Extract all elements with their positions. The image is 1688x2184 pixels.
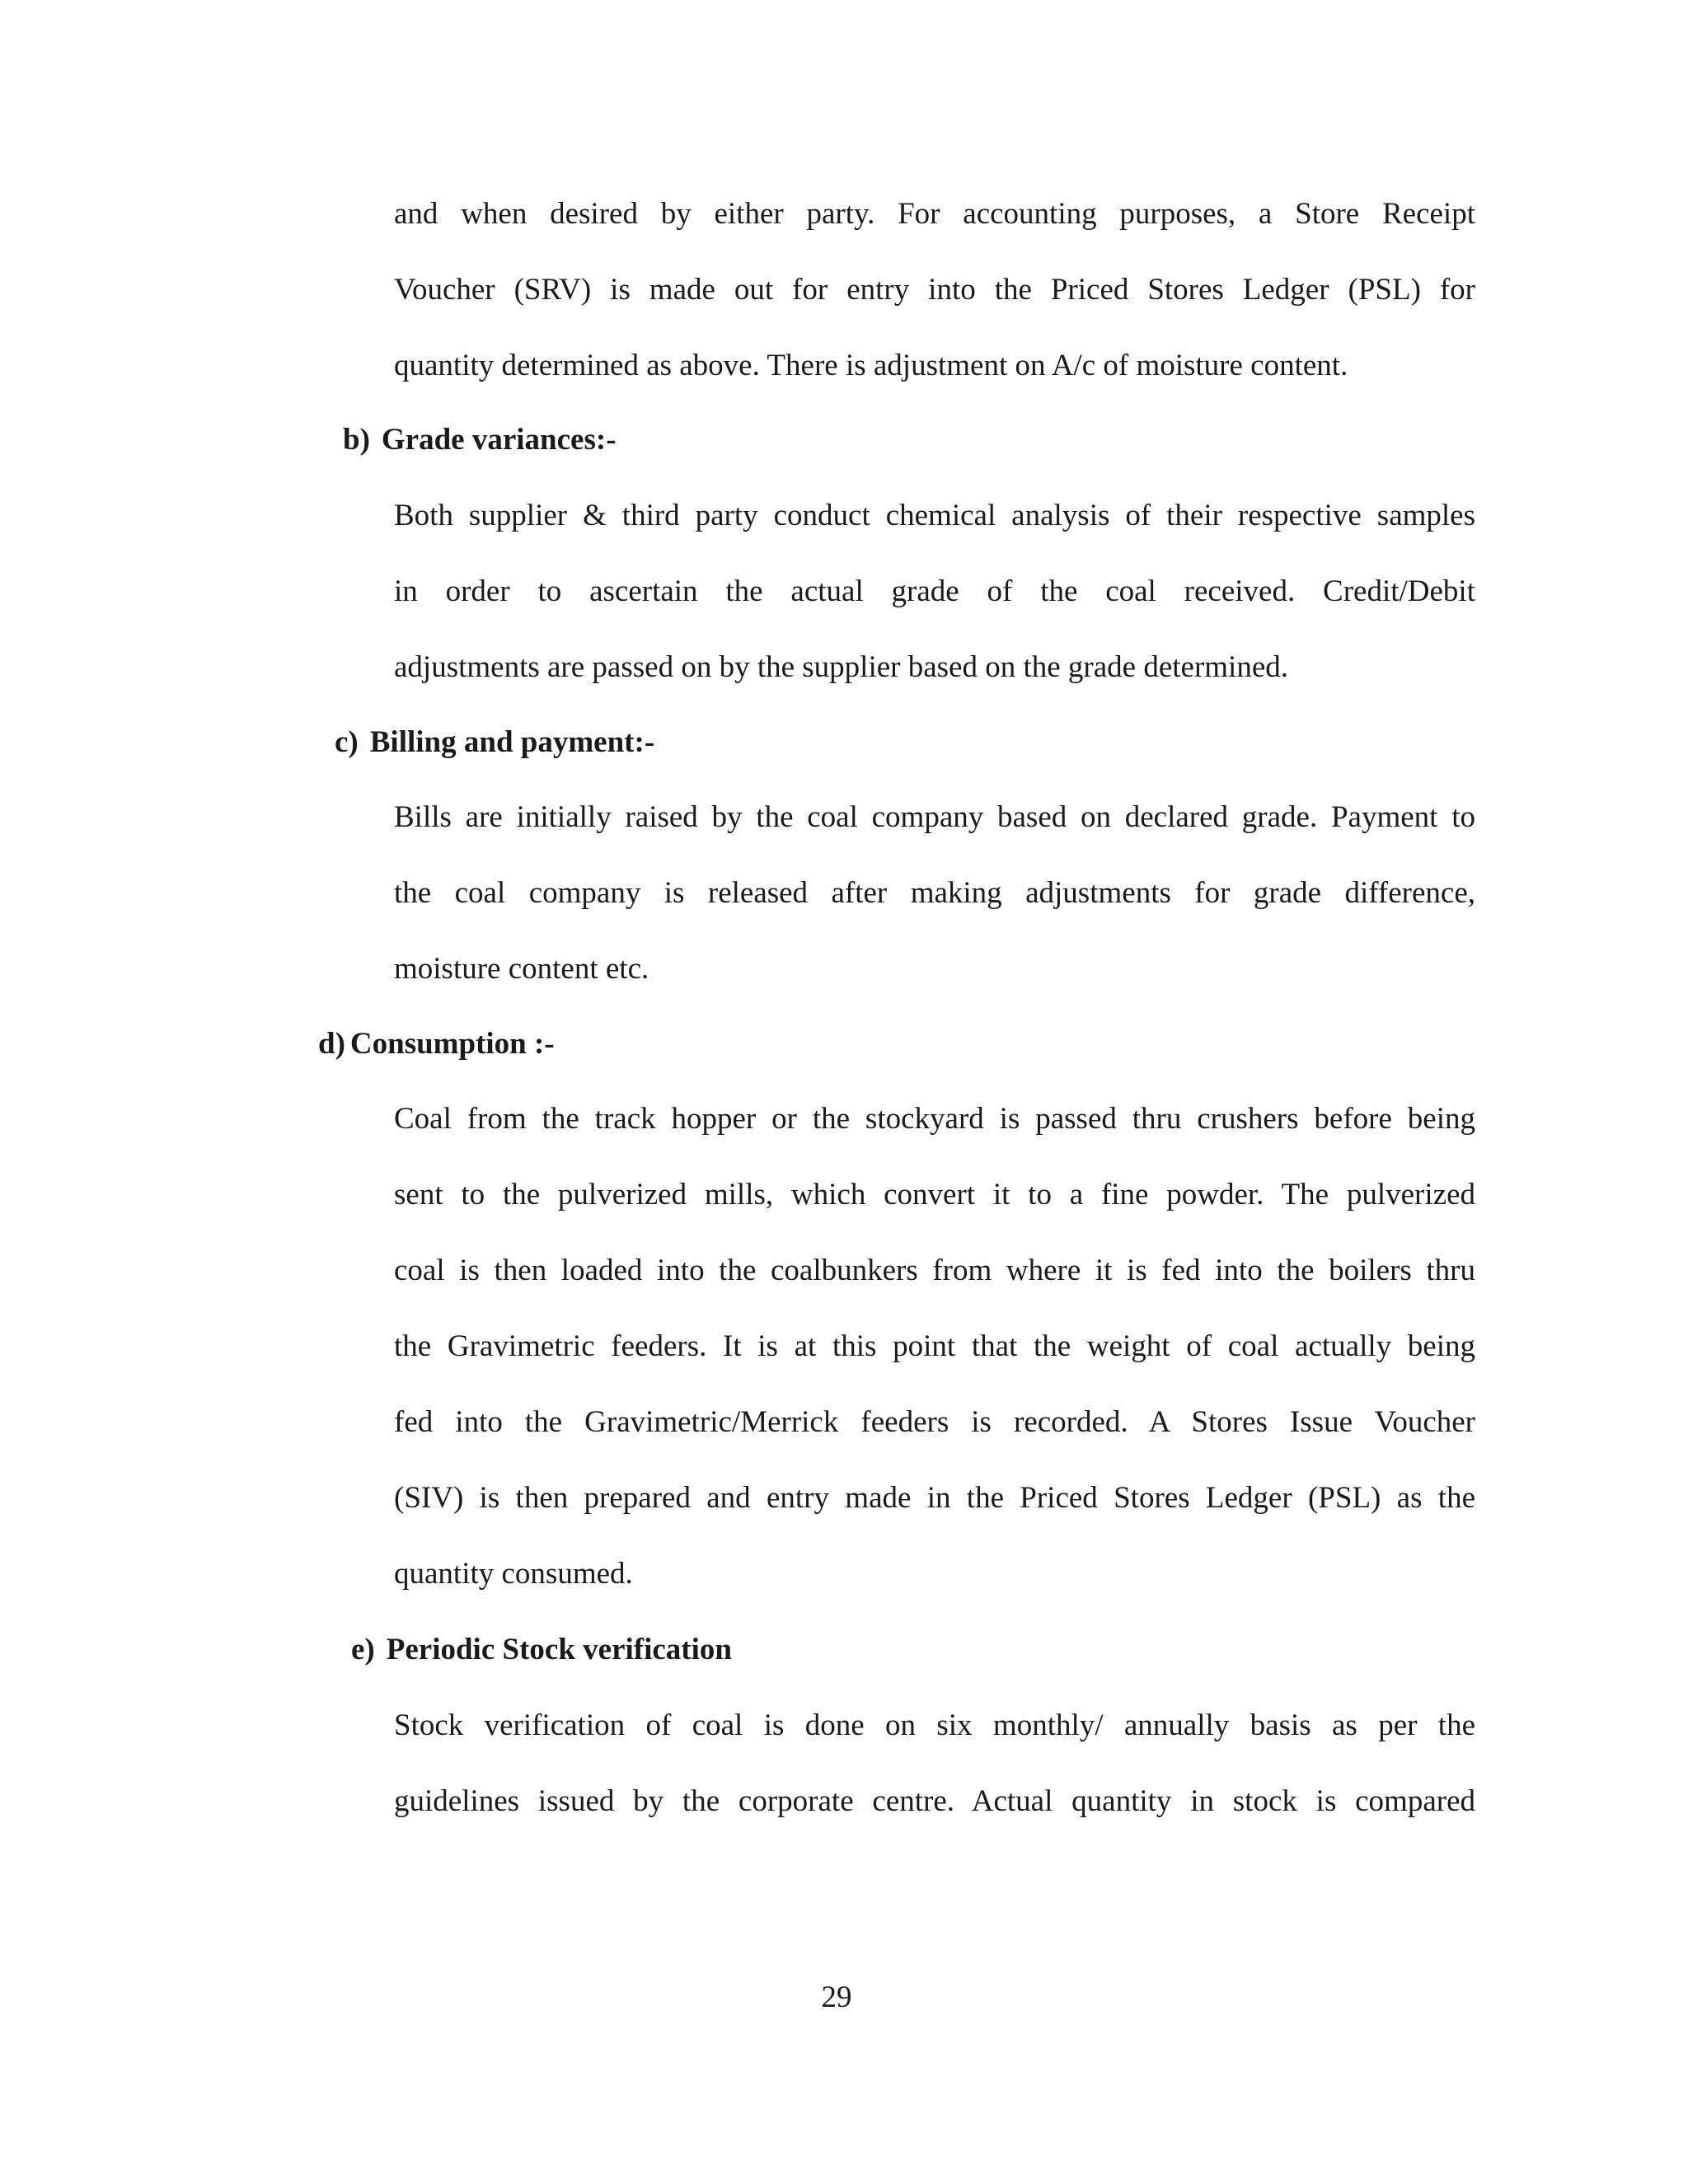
- paragraph-line: moisture content etc.: [394, 952, 649, 986]
- section-marker: c): [335, 725, 359, 759]
- section-heading-billing-and-payment: [335, 724, 654, 761]
- page-number: 29: [821, 1980, 852, 2014]
- paragraph-line: Bills are initially raised by the coal company based on declared grade. Payment to: [394, 800, 1475, 834]
- paragraph-line: guidelines issued by the corporate centre. Actual quantity in stock is compared: [394, 1784, 1475, 1818]
- paragraph-line: in order to ascertain the actual grade of the coal received. Credit/Debit: [394, 574, 1475, 608]
- section-marker: b): [343, 423, 370, 457]
- paragraph-line: (SIV) is then prepared and entry made in the Priced Stores Ledger (PSL) as the: [394, 1481, 1475, 1515]
- section-title: Billing and payment:-: [369, 725, 655, 759]
- section-heading-grade-variances: [343, 422, 617, 458]
- section-title: Consumption :-: [349, 1027, 555, 1061]
- paragraph-line: sent to the pulverized mills, which convert it to a fine powder. The pulverized: [394, 1178, 1475, 1212]
- paragraph-line: Coal from the track hopper or the stockyard is passed thru crushers before being: [394, 1102, 1475, 1136]
- section-marker: d): [318, 1027, 345, 1061]
- section-marker: e): [351, 1633, 375, 1666]
- paragraph-line: and when desired by either party. For accounting purposes, a Store Receipt: [394, 197, 1475, 231]
- section-heading-periodic-stock-verification: [351, 1632, 732, 1668]
- paragraph-line: quantity determined as above. There is adjustment on A/c of moisture content.: [394, 349, 1348, 382]
- section-title: Grade variances:-: [381, 423, 617, 457]
- paragraph-line: quantity consumed.: [394, 1557, 633, 1591]
- paragraph-line: Stock verification of coal is done on six monthly/ annually basis as per the: [394, 1708, 1475, 1742]
- paragraph-line: the coal company is released after making adjustments for grade difference,: [394, 876, 1475, 910]
- paragraph-line: Both supplier & third party conduct chemical analysis of their respective samples: [394, 499, 1475, 532]
- section-title: Periodic Stock verification: [386, 1633, 732, 1666]
- paragraph-line: adjustments are passed on by the supplier based on the grade determined.: [394, 650, 1289, 684]
- paragraph-line: coal is then loaded into the coalbunkers from where it is fed into the boilers thru: [394, 1254, 1475, 1287]
- section-heading-consumption: [318, 1026, 555, 1062]
- paragraph-line: the Gravimetric feeders. It is at this point that the weight of coal actually being: [394, 1329, 1475, 1363]
- paragraph-line: fed into the Gravimetric/Merrick feeders is recorded. A Stores Issue Voucher: [394, 1405, 1475, 1439]
- paragraph-line: Voucher (SRV) is made out for entry into the Priced Stores Ledger (PSL) for: [394, 273, 1475, 307]
